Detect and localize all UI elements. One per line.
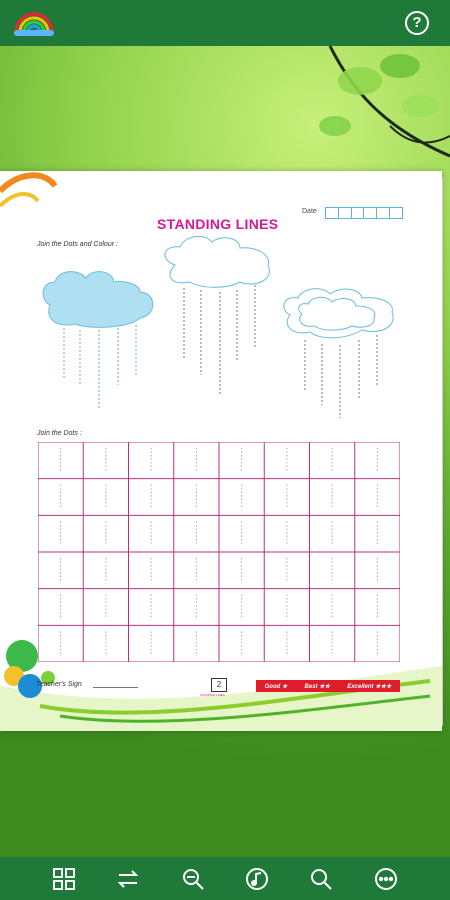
page-flip-icon[interactable] — [115, 866, 141, 892]
page-number: 2 — [211, 678, 227, 692]
rating-good: Good ★ — [264, 683, 288, 690]
rating-excellent: Excellent ★★★ — [347, 683, 392, 690]
tracing-grid — [38, 442, 400, 662]
help-icon[interactable]: ? — [405, 11, 429, 35]
page-number-subtitle: STANDING LINES — [200, 693, 225, 697]
more-options-icon[interactable] — [373, 866, 399, 892]
corner-swirl-decoration — [0, 171, 70, 226]
zoom-out-icon[interactable] — [180, 866, 206, 892]
teacher-sign-label: Teacher's Sign — [36, 681, 82, 688]
top-bar — [0, 0, 450, 46]
rating-best: Best ★★ — [304, 683, 330, 690]
cloud-filled — [43, 272, 153, 328]
rain-clouds-illustration — [0, 230, 450, 430]
thumbnails-grid-icon[interactable] — [51, 866, 77, 892]
worksheet-title: STANDING LINES — [157, 216, 279, 232]
grid-instruction: Join the Dots : — [37, 430, 82, 437]
search-icon[interactable] — [308, 866, 334, 892]
rating-bar — [256, 680, 400, 692]
teacher-sign-line — [93, 687, 138, 688]
leaf-branch-decoration — [290, 46, 450, 171]
music-note-icon[interactable] — [244, 866, 270, 892]
date-label: Date — [302, 208, 317, 215]
bottom-toolbar — [0, 857, 450, 900]
clouds-instruction: Join the Dots and Colour : — [37, 241, 118, 248]
date-boxes — [325, 207, 403, 219]
rainbow-logo-icon[interactable] — [10, 8, 58, 38]
